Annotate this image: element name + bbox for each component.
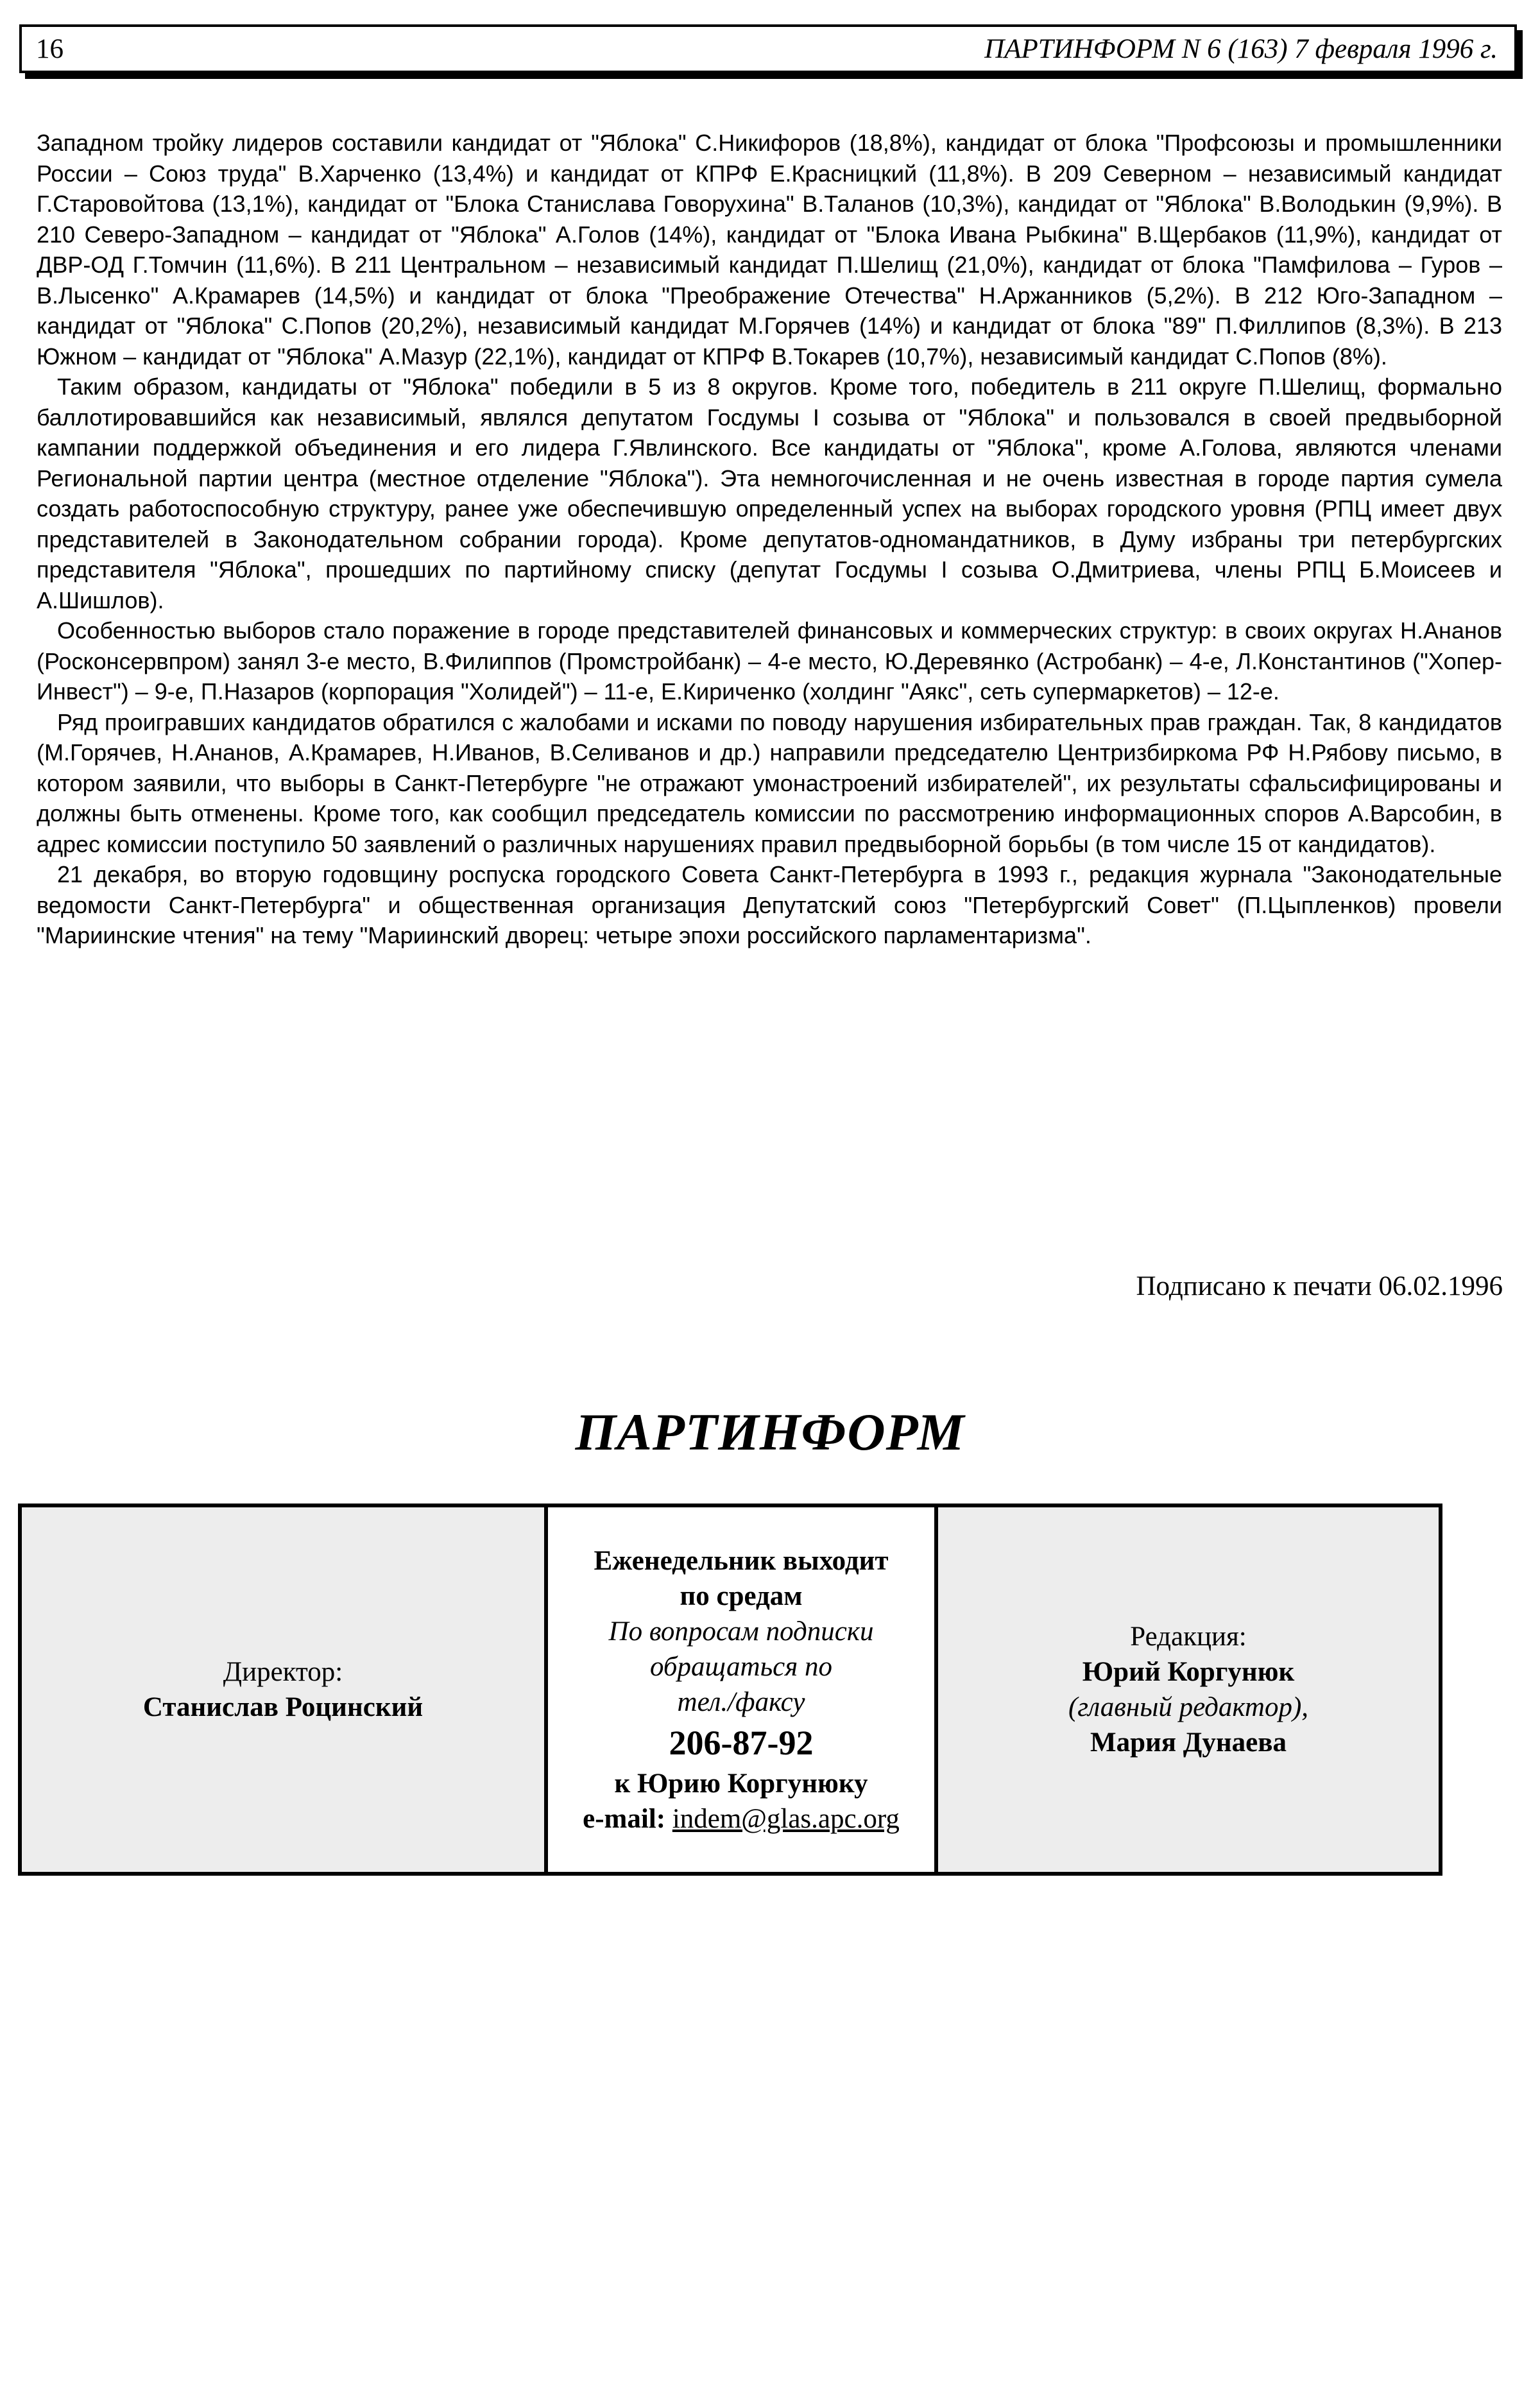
director-name: Станислав Роцинский — [142, 1692, 424, 1722]
email-link[interactable]: indem@glas.apc.org — [672, 1803, 900, 1834]
subscription-cell — [548, 1507, 938, 1872]
editor-name: Мария Дунаева — [1090, 1727, 1287, 1758]
paragraph: Особенностью выборов стало поражение в городе представителей финансовых и коммерческих структур: в своих округах Н.Ананов (Росконсервпром) занял 3-е место, В.Филиппов (Промстройбанк) – 4-е место, Ю.Деревянко (Астробанк) – 4-е, Л.Константинов ("Хопер-Инвест") – 9-е, П.Назаров (корпорация "Холидей") – 11-е, Е.Кириченко (холдинг "Аякс", сеть супермаркетов) – 12-е. — [37, 617, 1502, 705]
paragraph: 21 декабря, во вторую годовщину роспуска городского Совета Санкт-Петербурга в 1993 г., редакция журнала "Законодательные ведомости Санкт-Петербурга" и общественная организация Депутатский союз "Петербургский Совет" (П.Цыпленков) провели "Мариинские чтения" на тему "Мариинский дворец: четыре эпохи российского парламентаризма". — [37, 861, 1502, 948]
paragraph: Западном тройку лидеров составили кандидат от "Яблока" С.Никифоров (18,8%), кандидат от блока "Профсоюзы и промышленники России – Союз труда" В.Харченко (13,4%) и кандидат от КПРФ Е.Красницкий (11,8%). В 209 Северном – независимый кандидат Г.Старовойтова (13,1%), кандидат от "Блока Станислава Говорухина" В.Таланов (10,3%), кандидат от "Яблока" В.Володькин (9,9%). В 210 Северо-Западном – кандидат от "Яблока" А.Голов (14%), кандидат от "Блока Ивана Рыбкина" В.Щербаков (11,9%), кандидат от ДВР-ОД Г.Томчин (11,6%). В 211 Центральном – независимый кандидат П.Шелищ (21,0%), кандидат от блока "Памфилова – Гуров – В.Лысенко" А.Крамарев (14,5%) и кандидат от блока "Преображение Отечества" Н.Аржанников (5,2%). В 212 Юго-Западном – кандидат от "Яблока" С.Попов (20,2%), независимый кандидат М.Горячев (14%) и кандидат от блока "89" П.Филлипов (8,3%). В 213 Южном – кандидат от "Яблока" А.Мазур (22,1%), кандидат от КПРФ В.Токарев (10,7%), независимый кандидат С.Попов (8%). — [37, 130, 1502, 370]
paragraph: Таким образом, кандидаты от "Яблока" победили в 5 из 8 округов. Кроме того, победитель в 211 округе П.Шелищ, формально баллотировавшийся как независимый, являлся депутатом Госдумы I созыва от "Яблока" и пользовался в своей предвыборной кампании поддержкой объединения и его лидера Г.Явлинского. Все кандидаты от "Яблока", кроме А.Голова, являются членами Региональной партии центра (местное отделение "Яблока"). Эта немногочисленная и не очень известная в городе партия сумела создать работоспособную структуру, ранее уже обеспечившую определенный успех на выборах городского уровня (РПЦ имеет двух представителей в Законодательном собрании города). Кроме депутатов-одномандатников, в Думу избраны три петербургских представителя "Яблока", прошедших по партийному списку (депутат Госдумы I созыва О.Дмитриева, члены РПЦ Б.Моисеев и А.Шишлов). — [37, 373, 1502, 613]
page-number: 16 — [36, 34, 64, 64]
issue-info: ПАРТИНФОРМ N 6 (163) 7 февраля 1996 г. — [984, 34, 1498, 64]
subscription-line: тел./факсу — [677, 1686, 805, 1717]
weekly-line: по средам — [680, 1581, 803, 1611]
paragraph: Ряд проигравших кандидатов обратился с жалобами и исками по поводу нарушения избирательных прав граждан. Так, 8 кандидатов (М.Горячев, Н.Ананов, А.Крамарев, Н.Иванов, В.Селиванов и др.) направили председателю Центризбиркома РФ Н.Рябову письмо, в котором заявили, что выборы в Санкт-Петербурге "не отражают умонастроений избирателей", их результаты сфальсифицированы и должны быть отменены. Кроме того, как сообщил председатель комиссии по рассмотрению информационных споров А.Варсобин, в адрес комиссии поступило 50 заявлений о различных нарушениях правил предвыборной борьбы (в том числе 15 от кандидатов). — [37, 708, 1502, 857]
contact-person: к Юрию Коргунюку — [614, 1768, 868, 1799]
subscription-line: По вопросам подписки — [608, 1616, 874, 1647]
director-cell — [22, 1507, 548, 1872]
masthead-title: ПАРТИНФОРМ — [575, 1403, 965, 1461]
signed-to-print: Подписано к печати 06.02.1996 — [1136, 1271, 1503, 1301]
weekly-line: Еженедельник выходит — [594, 1545, 889, 1576]
subscription-line: обращаться по — [649, 1651, 833, 1682]
running-header — [19, 24, 1517, 73]
article-body — [37, 128, 1502, 951]
phone-number: 206-87-92 — [669, 1723, 814, 1762]
editorial-cell — [938, 1507, 1439, 1872]
email-label: e-mail: — [583, 1803, 666, 1834]
director-label: Директор: — [223, 1657, 343, 1687]
imprint-box — [18, 1504, 1442, 1876]
chief-editor-role: (главный редактор), — [1068, 1692, 1309, 1722]
email-line — [583, 1801, 900, 1837]
editorial-label: Редакция: — [1130, 1622, 1247, 1652]
chief-editor-name: Юрий Коргунюк — [1082, 1657, 1295, 1687]
